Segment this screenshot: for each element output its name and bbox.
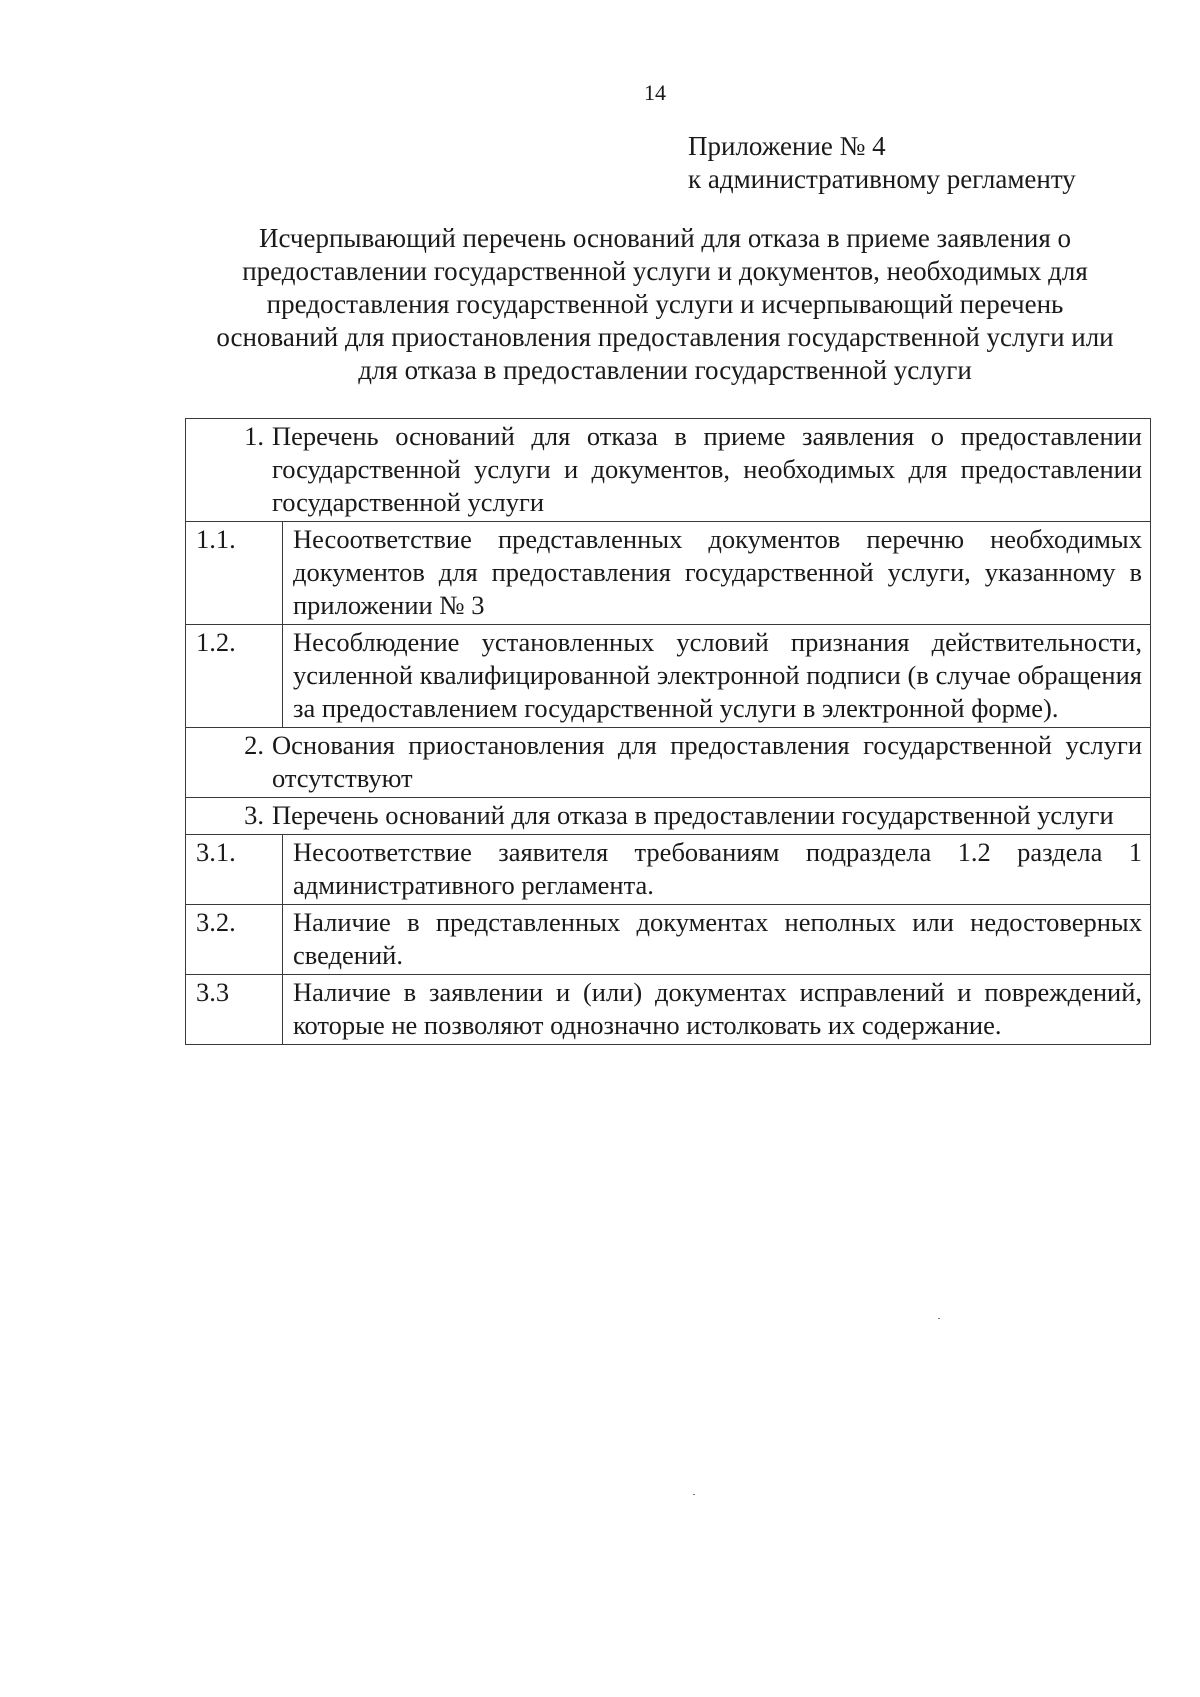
section-number-2: 2. <box>244 730 264 760</box>
row-text-3-1: Несоответствие заявителя требованиям подраздела 1.2 раздела 1 административного регламента. <box>283 835 1151 905</box>
table-row <box>186 835 1151 905</box>
section-row <box>186 798 1151 835</box>
row-number-3-1: 3.1. <box>186 835 283 905</box>
table-row <box>186 905 1151 975</box>
page-number: 14 <box>644 80 666 105</box>
title-line-3: предоставления государственной услуги и исчерпывающий перечень <box>266 289 1064 319</box>
section-cell-2 <box>186 728 1151 798</box>
section-number-1: 1. <box>244 421 264 451</box>
table-row <box>186 975 1151 1045</box>
reasons-table <box>185 418 1151 1045</box>
section-row <box>186 419 1151 522</box>
table-row <box>186 522 1151 625</box>
document-title <box>180 222 1150 387</box>
row-number-1-1: 1.1. <box>186 522 283 625</box>
section-number-3: 3. <box>244 800 264 830</box>
title-line-1: Исчерпывающий перечень оснований для отказа в приеме заявления о <box>258 223 1072 253</box>
row-text-3-3: Наличие в заявлении и (или) документах исправлений и повреждений, которые не позволяют однозначно истолковать их содержание. <box>283 975 1151 1045</box>
scan-speck <box>938 1318 940 1319</box>
row-text-3-2: Наличие в представленных документах неполных или недостоверных сведений. <box>283 905 1151 975</box>
row-number-1-2: 1.2. <box>186 625 283 728</box>
section-cell-3 <box>186 798 1151 835</box>
section-cell-1 <box>186 419 1151 522</box>
section-text-3: Перечень оснований для отказа в предоставлении государственной услуги <box>272 800 1114 830</box>
section-text-1: Перечень оснований для отказа в приеме заявления о предоставлении государственной услуги и документов, необходимых для предоставлении государственной услуги <box>272 421 1142 517</box>
row-text-1-1: Несоответствие представленных документов перечню необходимых документов для предоставления государственной услуги, указанному в приложении № 3 <box>283 522 1151 625</box>
title-line-2: предоставлении государственной услуги и документов, необходимых для <box>242 256 1088 286</box>
row-number-3-2: 3.2. <box>186 905 283 975</box>
section-text-2: Основания приостановления для предоставления государственной услуги отсутствуют <box>272 730 1142 793</box>
appendix-header <box>688 130 1076 196</box>
title-line-4: оснований для приостановления предоставления государственной услуги или <box>216 322 1114 352</box>
appendix-line-1: Приложение № 4 <box>688 131 886 161</box>
title-line-5: для отказа в предоставлении государственной услуги <box>358 355 972 385</box>
appendix-line-2: к административному регламенту <box>688 164 1076 194</box>
table-row <box>186 625 1151 728</box>
scan-speck <box>693 1494 695 1495</box>
row-text-1-2: Несоблюдение установленных условий признания действительности, усиленной квалифицированной электронной подписи (в случае обращения за предоставлением государственной услуги в электронной форме). <box>283 625 1151 728</box>
section-row <box>186 728 1151 798</box>
row-number-3-3: 3.3 <box>186 975 283 1045</box>
